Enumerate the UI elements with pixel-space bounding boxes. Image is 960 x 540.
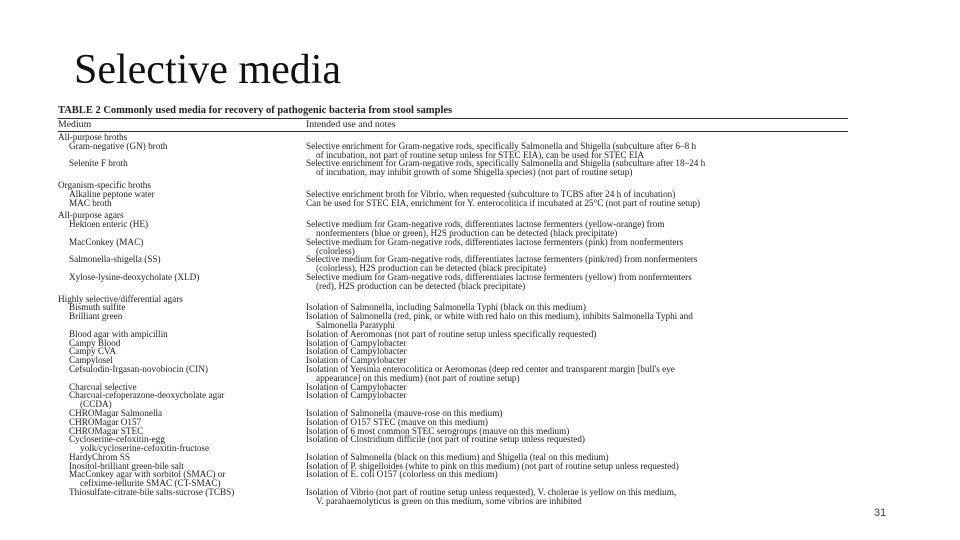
notes-line: Isolation of Clostridium difficile (not part of routine setup unless requested) bbox=[306, 434, 585, 445]
table-row bbox=[58, 391, 848, 409]
medium-line: Bismuth sulfite bbox=[69, 302, 126, 313]
notes-line: Selective enrichment broth for Vibrio, when requested (subculture to TCBS after 24 h of incubation) bbox=[306, 188, 676, 199]
table-row bbox=[58, 220, 848, 238]
header-notes: Intended use and notes bbox=[306, 118, 396, 130]
table-row bbox=[58, 199, 848, 208]
notes-line: Isolation of Campylobacter bbox=[306, 337, 407, 348]
notes-line: Selective medium for Gram-negative rods, differentiates lactose fermenters (pink/red) from nonfermenters bbox=[306, 254, 698, 265]
medium-cell bbox=[58, 199, 306, 208]
medium-line: Xylose-lysine-deoxycholate (XLD) bbox=[69, 271, 200, 282]
table-row bbox=[58, 238, 848, 256]
medium-line: Charcoal selective bbox=[69, 381, 137, 392]
table-caption-label: TABLE 2 bbox=[58, 105, 101, 116]
notes-line: Selective enrichment for Gram-negative rods, specifically Salmonella and Shigella (subculture after 6–8 h bbox=[306, 140, 697, 151]
medium-cell bbox=[58, 365, 306, 383]
notes-cell bbox=[306, 391, 848, 409]
medium-cell bbox=[58, 142, 306, 160]
notes-cell bbox=[306, 159, 848, 177]
notes-line: Isolation of Campylobacter bbox=[306, 346, 407, 357]
medium-line: cefixime-tellurite SMAC (CT-SMAC) bbox=[80, 478, 221, 489]
medium-line: Blood agar with ampicillin bbox=[69, 328, 168, 339]
notes-cell bbox=[306, 199, 848, 208]
notes-cell bbox=[306, 273, 848, 291]
notes-line: Salmonella Paratyphi bbox=[316, 319, 395, 330]
page-number: 31 bbox=[874, 507, 887, 519]
notes-cell bbox=[306, 220, 848, 238]
notes-cell bbox=[306, 255, 848, 273]
notes-cell bbox=[306, 488, 848, 506]
table-caption-text: Commonly used media for recovery of pathogenic bacteria from stool samples bbox=[103, 105, 453, 116]
table-row bbox=[58, 273, 848, 291]
table-row bbox=[58, 330, 848, 339]
notes-line: (red), H2S production can be detected (black precipitate) bbox=[316, 280, 526, 291]
notes-line: Isolation of E. coli O157 (colorless on this medium) bbox=[306, 469, 498, 480]
notes-line: Can be used for STEC EIA, enrichment for Y. enterocolitica if incubated at 25°C (not part of routine setup) bbox=[306, 197, 701, 208]
medium-line: (CCDA) bbox=[80, 399, 112, 410]
notes-cell bbox=[306, 365, 848, 383]
notes-line: appearance] on this medium) (not part of routine setup) bbox=[316, 372, 520, 383]
notes-line: Isolation of O157 STEC (mauve on this medium) bbox=[306, 416, 488, 427]
notes-line: of incubation, may inhibit growth of some Shigella species) (not part of routine setup) bbox=[316, 167, 633, 178]
notes-line: (colorless) bbox=[316, 245, 355, 256]
medium-line: Cefsulodin-Irgasan-novobiocin (CIN) bbox=[69, 363, 208, 374]
notes-line: Isolation of Campylobacter bbox=[306, 355, 407, 366]
notes-line: Isolation of Salmonella (black on this medium) and Shigella (teal on this medium) bbox=[306, 451, 609, 462]
notes-cell bbox=[306, 470, 848, 488]
group-heading-text: All-purpose agars bbox=[58, 210, 124, 221]
group-heading-text: Highly selective/differential agars bbox=[58, 293, 183, 304]
medium-line: Charcoal-cefoperazone-deoxycholate agar bbox=[69, 390, 225, 401]
medium-line: Gram-negative (GN) broth bbox=[69, 140, 168, 151]
notes-cell bbox=[306, 312, 848, 330]
table-row bbox=[58, 470, 848, 488]
notes-line: Selective medium for Gram-negative rods, differentiates lactose fermenters (yellow) from nonfermenters bbox=[306, 271, 692, 282]
notes-line: Isolation of Salmonella (red, pink, or white with red halo on this medium), inhibits Salmonella Typhi and bbox=[306, 311, 693, 322]
notes-line: Isolation of Campylobacter bbox=[306, 390, 407, 401]
notes-cell bbox=[306, 435, 848, 453]
medium-line: Alkaline peptone water bbox=[69, 188, 155, 199]
table-row bbox=[58, 435, 848, 453]
table-row bbox=[58, 142, 848, 160]
table-row bbox=[58, 339, 848, 348]
table-group bbox=[58, 295, 848, 506]
notes-line: Selective medium for Gram-negative rods, differentiates lactose fermenters (pink) from nonfermenters bbox=[306, 236, 684, 247]
notes-line: V. parahaemolyticus is green on this medium, some vibrios are inhibited bbox=[316, 495, 582, 506]
notes-line: Selective enrichment for Gram-negative rods, specifically Salmonella and Shigella (subculture after 18–24 h bbox=[306, 158, 706, 169]
notes-line: Selective medium for Gram-negative rods, differentiates lactose fermenters (yellow-orange) from bbox=[306, 219, 665, 230]
medium-cell bbox=[58, 470, 306, 488]
medium-line: HardyChrom SS bbox=[69, 451, 130, 462]
medium-cell bbox=[58, 435, 306, 453]
medium-line: CHROMagar STEC bbox=[69, 425, 144, 436]
slide-title: Selective media bbox=[74, 47, 342, 93]
table-row bbox=[58, 255, 848, 273]
medium-cell bbox=[58, 391, 306, 409]
group-heading-text: Organism-specific broths bbox=[58, 179, 151, 190]
group-heading-text: All-purpose broths bbox=[58, 132, 128, 142]
medium-line: Campy Blood bbox=[69, 337, 121, 348]
media-table bbox=[58, 104, 848, 540]
medium-line: Hektoen enteric (HE) bbox=[69, 219, 149, 230]
medium-cell bbox=[58, 255, 306, 273]
medium-cell bbox=[58, 488, 306, 506]
medium-line: MacConkey agar with sorbitol (SMAC) or bbox=[69, 469, 226, 480]
table-row bbox=[58, 159, 848, 177]
notes-line: Isolation of Aeromonas (not part of routine setup unless specifically requested) bbox=[306, 328, 597, 339]
medium-line: CHROMagar Salmonella bbox=[69, 407, 163, 418]
medium-cell bbox=[58, 273, 306, 291]
table-row bbox=[58, 488, 848, 506]
table-header bbox=[58, 119, 848, 131]
medium-line: MAC broth bbox=[69, 197, 112, 208]
medium-cell bbox=[58, 312, 306, 330]
medium-line: Selenite F broth bbox=[69, 158, 128, 169]
table-row bbox=[58, 347, 848, 356]
table-group bbox=[58, 211, 848, 290]
notes-line: Isolation of Vibrio (not part of routine setup unless requested), V. cholerae is yellow on this medium, bbox=[306, 487, 677, 498]
medium-cell bbox=[58, 238, 306, 256]
notes-line: of incubation, not part of routine setup unless for STEC EIA), can be used for STEC EIA bbox=[316, 149, 645, 160]
table-group bbox=[58, 181, 848, 207]
medium-line: Thiosulfate-citrate-bile salts-sucrose (TCBS) bbox=[69, 487, 235, 498]
header-medium: Medium bbox=[58, 118, 92, 130]
notes-cell bbox=[306, 142, 848, 160]
medium-line: Inositol-brilliant green-bile salt bbox=[69, 460, 184, 471]
table-row bbox=[58, 312, 848, 330]
notes-line: Isolation of Yersinia enterocolitica or Aeromonas (deep red center and transparent margin [bull's eye bbox=[306, 363, 675, 374]
medium-line: Salmonella-shigella (SS) bbox=[69, 254, 161, 265]
notes-line: (colorless), H2S production can be detected (black precipitate) bbox=[316, 263, 547, 274]
medium-line: MacConkey (MAC) bbox=[69, 236, 144, 247]
medium-line: Campylosel bbox=[69, 355, 113, 366]
medium-cell bbox=[58, 220, 306, 238]
table-body bbox=[58, 133, 848, 506]
notes-line: Isolation of Campylobacter bbox=[306, 381, 407, 392]
medium-line: yolk/cycloserine-cefoxitin-fructose bbox=[80, 443, 210, 454]
notes-line: Isolation of Salmonella (mauve-rose on this medium) bbox=[306, 407, 503, 418]
medium-cell bbox=[58, 159, 306, 177]
table-row bbox=[58, 365, 848, 383]
notes-line: Isolation of 6 most common STEC serogroups (mauve on this medium) bbox=[306, 425, 570, 436]
notes-line: Isolation of P. shigelloides (white to pink on this medium) (not part of routine setup unless requested) bbox=[306, 460, 679, 471]
table-header-rule bbox=[58, 131, 848, 132]
medium-line: CHROMagar O157 bbox=[69, 416, 142, 427]
table-group bbox=[58, 133, 848, 177]
medium-line: Campy CVA bbox=[69, 346, 117, 357]
table-caption bbox=[58, 104, 848, 118]
medium-line: Cycloserine-cefoxitin-egg bbox=[69, 434, 165, 445]
notes-cell bbox=[306, 238, 848, 256]
notes-line: nonfermenters (blue or green), H2S production can be detected (black precipitate) bbox=[316, 227, 618, 238]
medium-line: Brilliant green bbox=[69, 311, 123, 322]
notes-line: Isolation of Salmonella, including Salmonella Typhi (black on this medium) bbox=[306, 302, 586, 313]
